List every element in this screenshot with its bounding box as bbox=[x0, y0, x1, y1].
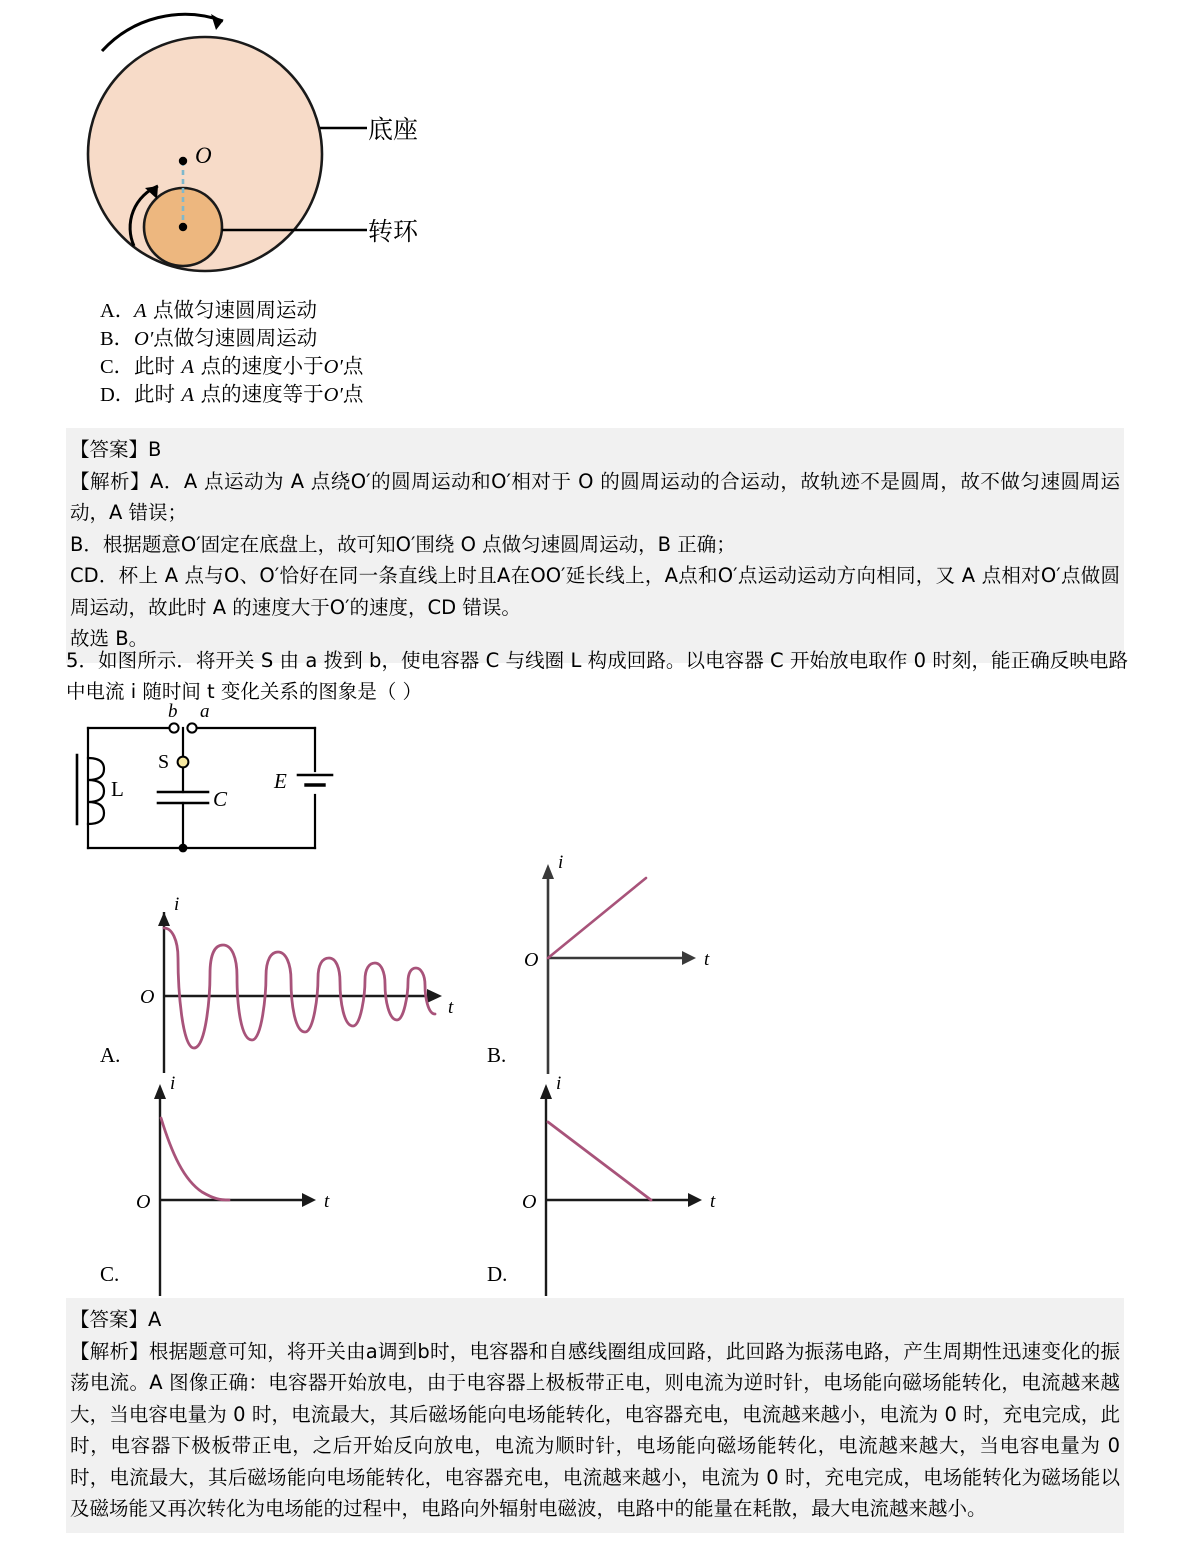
explanation-paragraph-1c: CD．杯上 A 点与O、O′恰好在同一条直线上时且A在OO′延长线上，A点和O′点运动运动方向相同，又 A 点相对O′点做圆周运动，故此时 A 的速度大于O′的速度，CD 错误。 bbox=[70, 564, 1120, 619]
graph-b-x-arrow-icon bbox=[682, 951, 696, 965]
graph-a-x-arrow-icon bbox=[427, 989, 442, 1003]
choice-label-a: A． bbox=[100, 300, 136, 322]
graph-b-svg bbox=[484, 852, 784, 1078]
terminal-b-icon[interactable] bbox=[169, 723, 178, 732]
graph-b-line bbox=[548, 878, 646, 958]
choice-c-prefix: 此时 bbox=[134, 354, 182, 378]
choice-option-c[interactable] bbox=[100, 353, 660, 381]
circuit-label-b: b bbox=[168, 703, 178, 722]
label-outer-base: 底座 bbox=[368, 115, 419, 144]
question-5-stem: 5．如图所示．将开关 S 由 a 拨到 b，使电容器 C 与线圈 L 构成回路。以电容器 C 开始放电取作 0 时刻，能正确反映电路中电流 i 随时间 t 变化关系的图象是（ ） bbox=[66, 649, 1128, 703]
graph-d-y-label: i bbox=[556, 1073, 562, 1094]
choice-d-italic-1: A bbox=[181, 384, 195, 406]
graph-option-b bbox=[484, 852, 784, 1078]
choice-list bbox=[100, 297, 660, 409]
lc-circuit-svg bbox=[70, 703, 370, 873]
graph-c-y-label: i bbox=[170, 1073, 176, 1094]
graph-b-y-label: i bbox=[558, 852, 564, 873]
graph-a-option-label: A. bbox=[100, 1043, 121, 1067]
graph-d-option-label: D. bbox=[487, 1262, 508, 1286]
answer-line-2: 【答案】A bbox=[70, 1308, 162, 1331]
answer-line-1: 【答案】B bbox=[70, 438, 162, 461]
graph-a-y-label: i bbox=[174, 894, 180, 915]
graph-d-svg bbox=[484, 1072, 814, 1300]
explanation-paragraph-1a: 【解析】A．A 点运动为 A 点绕O′的圆周运动和O′相对于 O 的圆周运动的合运动，故轨迹不是圆周，故不做匀速圆周运动，A 错误； bbox=[70, 469, 1120, 524]
choice-b-italic-1: O′ bbox=[134, 328, 154, 350]
graph-c-y-arrow-icon bbox=[154, 1084, 166, 1099]
circuit-label-a: a bbox=[200, 703, 210, 722]
choice-c-italic-1: A bbox=[181, 356, 195, 378]
rotating-base-svg bbox=[72, 8, 492, 280]
graph-option-c bbox=[98, 1072, 428, 1300]
choice-label-b: B． bbox=[100, 328, 135, 350]
choice-d-italic-2: O′ bbox=[323, 384, 343, 406]
graph-b-option-label: B. bbox=[487, 1043, 507, 1067]
graph-d-line bbox=[548, 1122, 651, 1200]
choice-option-b[interactable] bbox=[100, 325, 660, 353]
center-point-o bbox=[179, 157, 187, 165]
choice-c-suffix: 点 bbox=[342, 354, 364, 378]
switch-pivot-icon[interactable] bbox=[178, 757, 189, 768]
choice-d-suffix: 点 bbox=[342, 382, 364, 406]
graph-d-y-arrow-icon bbox=[540, 1084, 552, 1099]
choice-label-d: D． bbox=[100, 384, 136, 406]
choice-c-italic-2: O′ bbox=[323, 356, 343, 378]
circuit-label-s: S bbox=[158, 751, 170, 773]
answer-explanation-block-1 bbox=[66, 428, 1124, 663]
graph-a-origin-label: O bbox=[140, 986, 155, 1008]
graph-d-x-arrow-icon bbox=[688, 1193, 702, 1207]
graph-c-option-label: C. bbox=[100, 1262, 120, 1286]
inductor-coil-icon bbox=[88, 758, 104, 824]
graph-a-x-label: t bbox=[448, 997, 454, 1018]
label-point-o: O bbox=[195, 143, 212, 168]
choice-option-d[interactable] bbox=[100, 381, 660, 409]
explanation-paragraph-1b: B．根据题意O′固定在底盘上，故可知O′围绕 O 点做匀速圆周运动，B 正确； bbox=[70, 532, 736, 556]
graph-a-y-arrow-icon bbox=[158, 912, 170, 926]
graph-b-y-arrow-icon bbox=[542, 864, 554, 879]
graph-d-x-label: t bbox=[710, 1191, 716, 1212]
choice-d-prefix: 此时 bbox=[134, 382, 182, 406]
terminal-a-icon[interactable] bbox=[187, 723, 196, 732]
figure-rotating-base bbox=[72, 8, 492, 280]
graph-a-damped-curve bbox=[164, 928, 435, 1048]
graph-c-decay-curve bbox=[161, 1118, 229, 1200]
choice-a-text: 点做匀速圆周运动 bbox=[146, 298, 318, 322]
label-inner-ring: 转环 bbox=[368, 217, 419, 246]
answer-explanation-block-2 bbox=[66, 1298, 1124, 1533]
choice-label-c: C． bbox=[100, 356, 135, 378]
graph-b-origin-label: O bbox=[524, 949, 539, 971]
graph-c-svg bbox=[98, 1072, 428, 1300]
explanation-paragraph-2a: 【解析】根据题意可知，将开关由a调到b时，电容器和自感线圈组成回路，此回路为振荡电路，产生周期性迅速变化的振荡电流。A 图像正确：电容器开始放电，由于电容器上极板带正电，则电流为逆时针，电场能向磁场能转化，电流越来越大，当电容电量为 0 时，电流最大，其后磁场能向电场能转化，电容器充电，电流越来越小，电流为 0 时，充电完成，此时，电容器下极板带正电，之后开始反向放电，电流为顺时针，电场能向磁场能转化，电流越来越大，当电容电量为 0 时，电流最大，其后磁场能向电场能转化，电容器充电，电流越来越小，电流为 0 时，充电完成，电场能转化为磁场能以及磁场能又再次转化为电场能的过程中，电路向外辐射电磁波，电路中的能量在耗散，最大电流越来越小。 bbox=[70, 1339, 1120, 1520]
graph-c-x-label: t bbox=[324, 1191, 330, 1212]
graph-b-x-label: t bbox=[704, 949, 710, 970]
figure-lc-circuit bbox=[70, 703, 370, 873]
graph-option-a bbox=[98, 888, 478, 1078]
junction-dot bbox=[179, 844, 188, 853]
graph-d-origin-label: O bbox=[522, 1191, 537, 1213]
circuit-label-c: C bbox=[213, 787, 228, 811]
explanation-paragraph-1d: 故选 B。 bbox=[70, 627, 149, 650]
choice-c-text: 点的速度小于 bbox=[194, 354, 324, 378]
choice-b-text: 点做匀速圆周运动 bbox=[153, 326, 318, 350]
graph-c-x-arrow-icon bbox=[302, 1193, 316, 1207]
choice-d-text: 点的速度等于 bbox=[194, 382, 324, 406]
graph-a-svg bbox=[98, 888, 478, 1078]
graph-c-origin-label: O bbox=[136, 1191, 151, 1213]
choice-option-a[interactable] bbox=[100, 297, 660, 325]
circuit-label-l: L bbox=[111, 777, 124, 801]
graph-option-d bbox=[484, 1072, 814, 1300]
choice-a-italic-1: A bbox=[134, 300, 147, 322]
center-point-o-prime bbox=[179, 223, 187, 231]
circuit-label-e: E bbox=[274, 769, 287, 793]
